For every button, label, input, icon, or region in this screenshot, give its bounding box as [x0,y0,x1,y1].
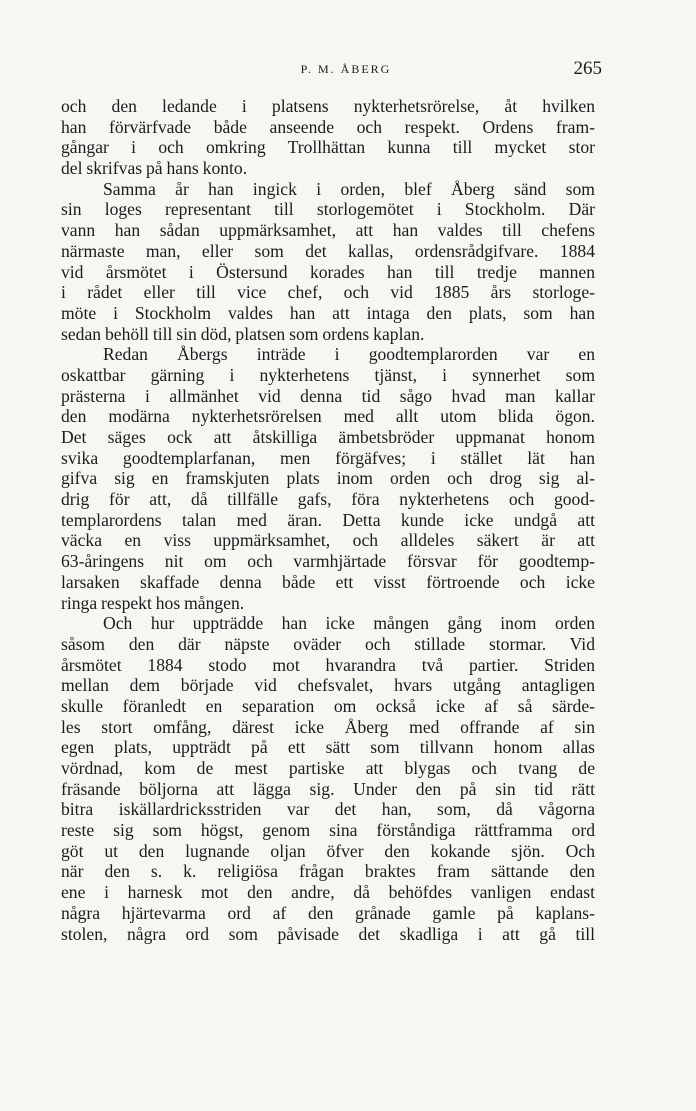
text-line: närmaste man, eller som det kallas, ordensrådgifvare. 1884 [61,240,595,261]
text-line: egen plats, uppträdt på ett sätt som tillvann honom allas [61,737,595,758]
text-line: Redan Åbergs inträde i goodtemplarorden var en [103,344,595,365]
text-line: den modärna nykterhetsrörelsen med allt utom blida ögon. [61,406,595,427]
text-line: ringa respekt hos mången. [61,592,245,613]
text-line: såsom den där näpste oväder och stillade stormar. Vid [61,633,595,654]
text-line: vid årsmötet i Östersund korades han till tredje mannen [61,261,595,282]
text-line: del skrifvas på hans konto. [61,158,248,179]
text-line: möte i Stockholm valdes han att intaga den plats, som han [61,302,595,323]
text-line: Samma år han ingick i orden, blef Åberg sänd som [103,178,595,199]
text-line: templarordens talan med äran. Detta kunde icke undgå att [61,509,595,530]
text-line: svika goodtemplarfanan, men förgäfves; i stället lät han [61,447,595,468]
text-line: reste sig som högst, genom sina förståndiga rättframma ord [61,820,595,841]
text-line: fräsande böljorna att lägga sig. Under den på sin tid rätt [61,778,595,799]
text-line: 63-åringens nit om och varmhjärtade försvar för goodtemp- [61,551,595,572]
text-line: vördnad, kom de mest partiske att blygas och tvang de [61,758,595,778]
text-line: prästerna i allmänhet vid denna tid sågo hvad man kallar [61,385,595,406]
running-head: P. M. ÅBERG [300,62,392,76]
text-line: stolen, några ord som påvisade det skadliga i att gå till [61,923,595,944]
text-line: bitra iskällardricksstriden var det han, som, då vågorna [61,799,595,820]
text-line: väcka en viss uppmärksamhet, och alldeles säkert är att [61,530,595,551]
text-line: årsmötet 1884 stodo mot hvarandra två partier. Striden [61,654,595,675]
text-line: drig för att, då tillfälle gafs, föra nykterhetens och good- [61,489,595,510]
page-number: 265 [573,58,602,79]
text-line: sin loges representant till storlogemötet i Stockholm. Där [61,199,595,220]
text-line: han förvärfvade både anseende och respekt. Ordens fram- [61,116,595,137]
text-line: Det säges ock att åtskilliga ämbetsbröder uppmanat honom [61,427,595,447]
text-line: mellan dem började vid chefsvalet, hvars utgång antagligen [61,675,595,696]
text-line: när den s. k. religiösa frågan braktes fram sättande den [61,861,595,882]
text-line: larsaken skaffade denna både ett visst förtroende och icke [61,571,595,592]
text-line: skulle föranledt en separation om också icke af så särde- [61,695,595,716]
text-line: och den ledande i platsens nykterhetsrörelse, åt hvilken [61,96,595,116]
text-line: les stort omfång, därest icke Åberg med offrande af sin [61,716,595,737]
text-line: ene i harnesk mot den andre, då behöfdes vanligen endast [61,882,595,903]
text-line: oskattbar gärning i nykterhetens tjänst, i synnerhet som [61,364,595,385]
text-line: gångar i och omkring Trollhättan kunna till mycket stor [61,137,595,158]
text-line: vann han sådan uppmärksamhet, att han valdes till chefens [61,220,595,241]
page-header [90,58,602,88]
text-line: sedan behöll till sin död, platsen som ordens kaplan. [61,323,425,344]
text-line: gifva sig en framskjuten plats inom orden och drog sig al- [61,468,595,489]
text-line: i rådet eller till vice chef, och vid 1885 års storloge- [61,282,595,303]
body-text [61,96,595,944]
text-line: Och hur uppträdde han icke mången gång inom orden [103,613,595,634]
text-line: några hjärtevarma ord af den grånade gamle på kaplans- [61,902,595,923]
text-line: göt ut den lugnande oljan öfver den kokande sjön. Och [61,840,595,861]
